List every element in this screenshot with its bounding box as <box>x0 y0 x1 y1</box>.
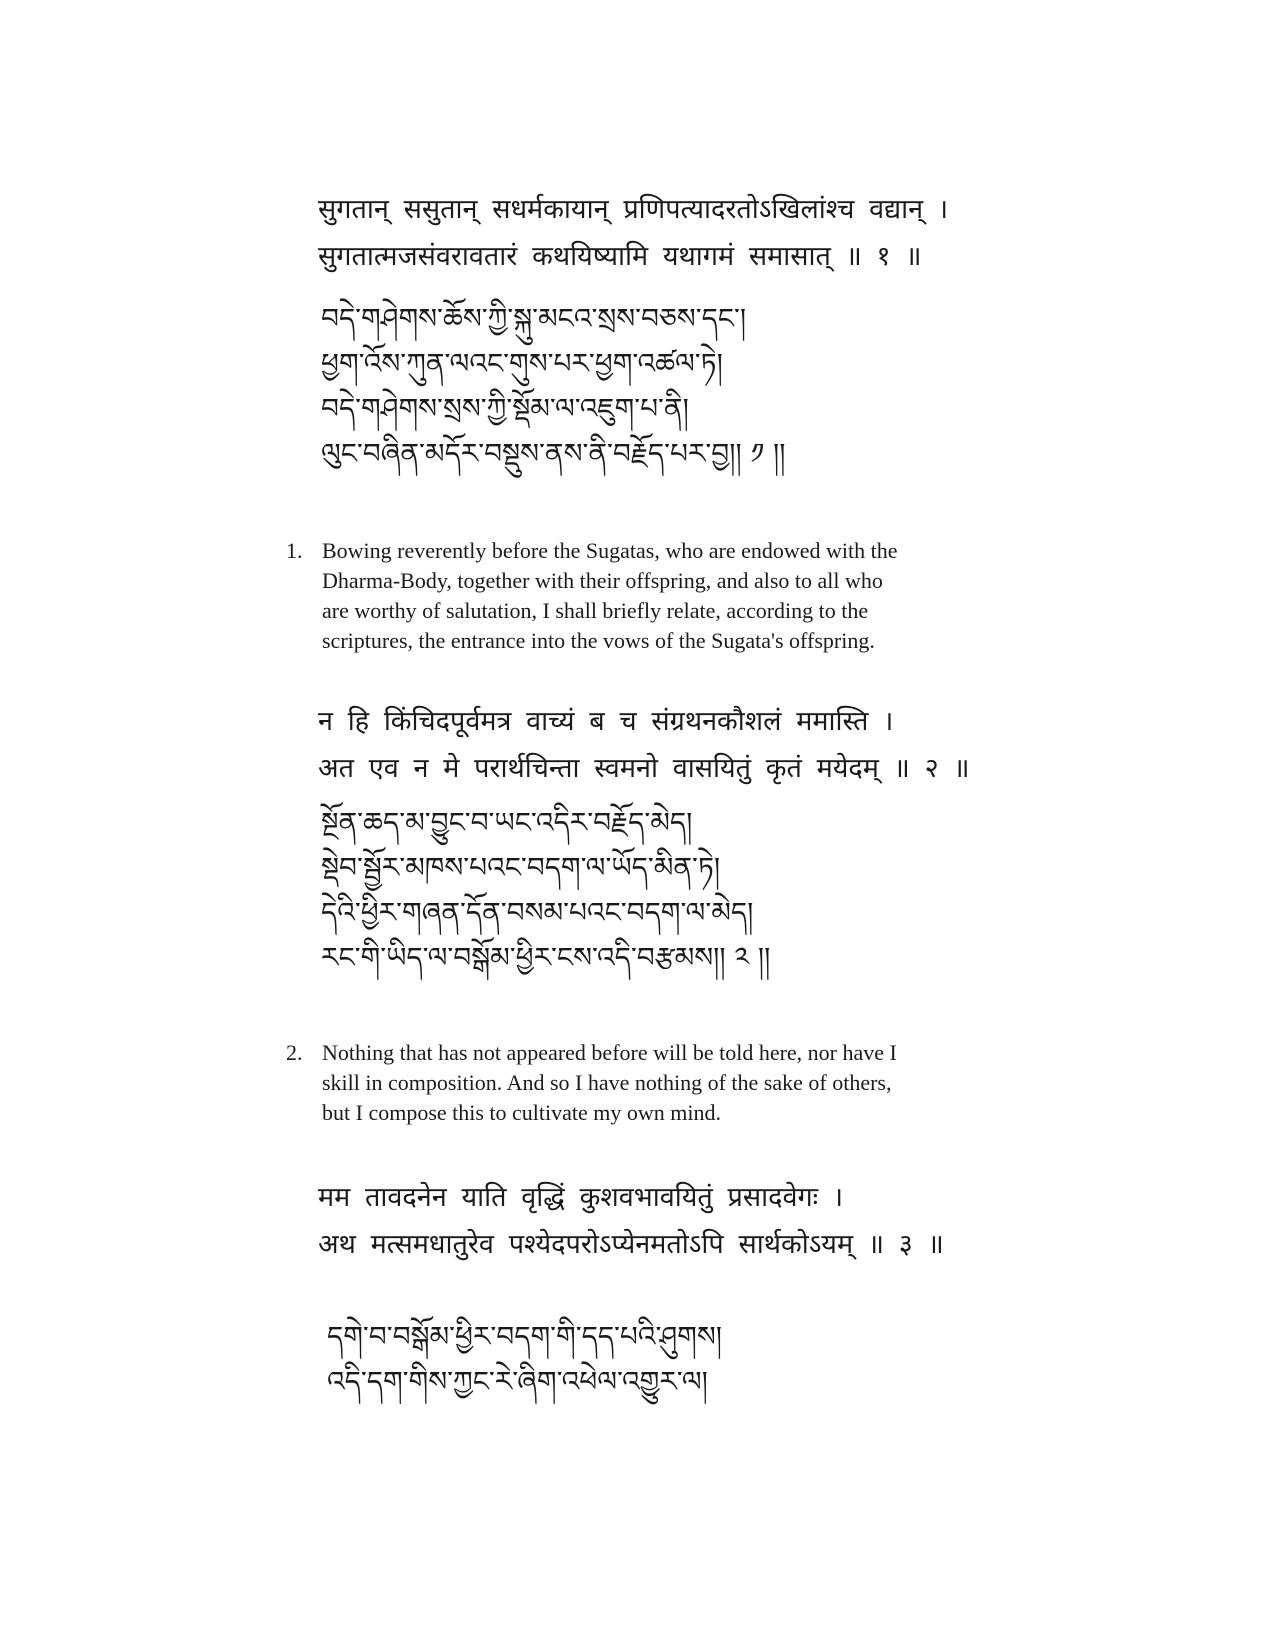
sanskrit-verse-3-line-2: अथ मत्समधातुरेव पश्येदपरोऽप्येनमतोऽपि सार्थकोऽयम् ॥ ३ ॥ <box>318 1229 944 1259</box>
tibetan-verse-1-line-4: ལུང་བཞིན་མདོར་བསྡུས་ནས་ནི་བརྗོད་པར་བྱ།། ༡ །། <box>321 437 786 470</box>
tibetan-verse-1-line-2: ཕྱག་འོས་ཀུན་ལའང་གུས་པར་ཕྱག་འཚལ་ཏེ། <box>321 347 723 380</box>
tibetan-verse-3-line-2: འདི་དག་གིས་ཀྱང་རེ་ཞིག་འཕེལ་འགྱུར་ལ། <box>327 1365 708 1398</box>
tibetan-verse-2-line-3: དེའི་ཕྱིར་གཞན་དོན་བསམ་པའང་བདག་ལ་མེད། <box>321 896 754 929</box>
tibetan-verse-2 <box>321 800 770 980</box>
tibetan-verse-1 <box>321 296 785 476</box>
english-paragraph-2 <box>286 1038 906 1128</box>
paragraph-text: Nothing that has not appeared before will be told here, nor have I skill in composition. And so I have nothing of the sake of others, but I compose this to cultivate my own mind. <box>322 1040 897 1125</box>
tibetan-verse-3 <box>327 1314 722 1404</box>
tibetan-verse-2-line-4: རང་གི་ཡིད་ལ་བསྒོམ་ཕྱིར་ངས་འདི་བརྩམས།། ༢ །། <box>321 941 771 974</box>
tibetan-verse-2-line-2: སྡེབ་སྦྱོར་མཁས་པའང་བདག་ལ་ཡོད་མིན་ཏེ། <box>321 851 721 884</box>
tibetan-verse-1-line-3: བདེ་གཤེགས་སྲས་ཀྱི་སྡོམ་ལ་འཇུག་པ་ནི། <box>321 392 689 425</box>
sanskrit-verse-1 <box>318 186 948 280</box>
sanskrit-verse-2-line-2: अत एव न मे परार्थचिन्ता स्वमनो वासयितुं कृतं मयेदम् ॥ २ ॥ <box>318 753 970 783</box>
sanskrit-verse-3 <box>318 1174 944 1268</box>
english-paragraph-1 <box>286 536 906 656</box>
tibetan-verse-1-line-1: བདེ་གཤེགས་ཆོས་ཀྱི་སྐུ་མངའ་སྲས་བཅས་དང་། <box>321 302 747 335</box>
sanskrit-verse-1-line-1: सुगतान् ससुतान् सधर्मकायान् प्रणिपत्यादरतोऽखिलांश्च वद्यान् । <box>318 194 949 224</box>
tibetan-verse-2-line-1: སྔོན་ཆད་མ་བྱུང་བ་ཡང་འདིར་བརྗོད་མེད། <box>321 806 693 839</box>
sanskrit-verse-2 <box>318 698 970 792</box>
sanskrit-verse-3-line-1: मम तावदनेन याति वृद्धिं कुशवभावयितुं प्रसादवेगः । <box>318 1182 844 1212</box>
sanskrit-verse-1-line-2: सुगतात्मजसंवरावतारं कथयिष्यामि यथागमं समासात् ॥ १ ॥ <box>318 241 922 271</box>
tibetan-verse-3-line-1: དགེ་བ་བསྒོམ་ཕྱིར་བདག་གི་དད་པའི་ཤུགས། <box>327 1320 722 1353</box>
paragraph-number: 1. <box>286 538 303 563</box>
sanskrit-verse-2-line-1: न हि किंचिदपूर्वमत्र वाच्यं ब च संग्रथनकौशलं ममास्ति । <box>318 706 894 736</box>
paragraph-number: 2. <box>286 1040 303 1065</box>
paragraph-text: Bowing reverently before the Sugatas, who are endowed with the Dharma-Body, together with their offspring, and also to all who are worthy of salutation, I shall briefly relate, according to the scriptures, the entrance into the vows of the Sugata's offspring. <box>322 538 898 653</box>
